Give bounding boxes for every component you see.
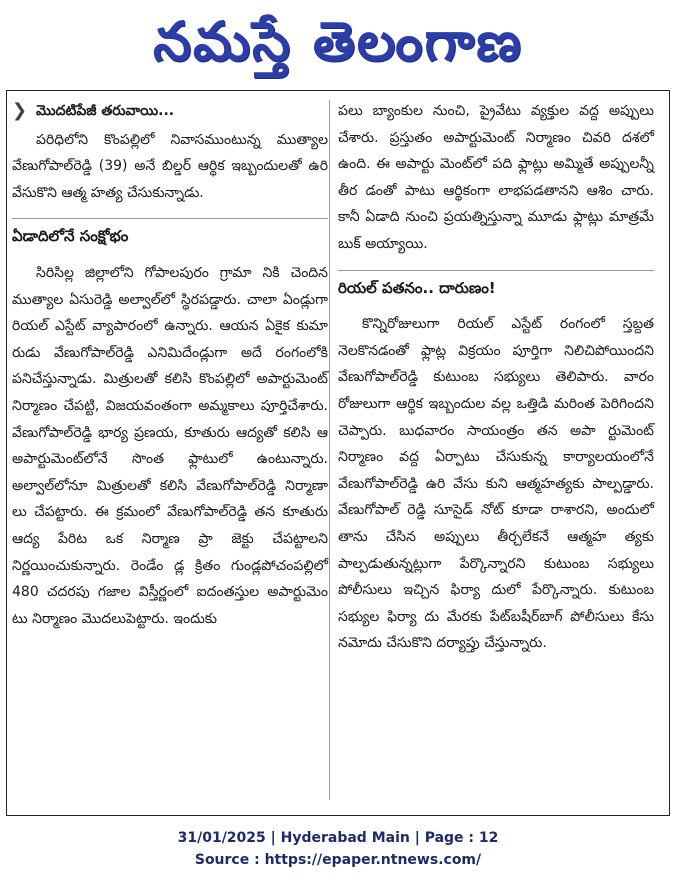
- article-paragraph-3: కొన్నిరోజులుగా రియల్ ఎస్టేట్ రంగంలో స్తబ్దత నెలకొనడంతో ఫ్లాట్ల విక్రయం పూర్తిగా నిలిచిపోయిందని వేణుగోపాల్‌రెడ్డి కుటుంబ సభ్యులు తెలిపారు. వారం రోజులుగా ఆర్థిక ఇబ్బందుల వల్ల ఒత్తిడి మరింత పెరిగిందని చెప్పారు. బుధవారం సాయంత్రం తన అపా ర్టుమెంట్ నిర్మాణం వద్ద ఏర్పాటు చేసుకున్న కార్యాలయంలోనే వేణుగోపాల్‌రెడ్డి ఉరి వేసు కుని ఆత్మహత్యకు పాల్పడ్డారు. వేణుగోపాల్ రెడ్డి సూసైడ్ నోట్ కూడా రాశారని, అందులో తాను చేసిన అప్పులు తీర్చలేకనే ఆత్మహ త్యకు పాల్పడుతున్నట్లుగా పేర్కొన్నారని కుటుంబ సభ్యులు పోలీసులు ఇచ్చిన ఫిర్యా దులో పేర్కొన్నారు. కుటుంబ సభ్యుల ఫిర్యా దు మేరకు పేట్‌బషీర్‌బాగ్ పోలీసులు కేసు నమోదు చేసుకొని దర్యాప్తు చేస్తున్నారు.: [338, 316, 654, 652]
- subheading-real-estate-fall: రియల్ పతనం.. దారుణం!: [338, 270, 654, 302]
- article-column-right: [338, 98, 654, 657]
- column-divider: [329, 100, 330, 800]
- footer-source: Source : https://epaper.ntnews.com/: [194, 852, 482, 868]
- article-paragraph-2: పలు బ్యాంకుల నుంచి, ప్రైవేటు వ్యక్తుల వద్ద అప్పులు చేశారు. ప్రస్తుతం అపార్టుమెంట్ నిర్మాణం చివరి దశలో ఉంది. ఈ అపార్టు మెంట్‌లో పది ఫ్లాట్లు అమ్మితే అప్పులన్నీ తీర డంతో పాటు ఆర్థికంగా లాభపడతానని ఆశిం చారు. కానీ ఏడాది నుంచి ప్రయత్నిస్తున్నా మూడు ఫ్లాట్లు మాత్రమే బుక్ అయ్యాయి.: [338, 103, 654, 252]
- article-paragraph-1: సిరిసిల్ల జిల్లాలోని గోపాలపురం గ్రామా నికి చెందిన ముత్యాల ఏసురెడ్డి అల్వాల్‌లో స్థిరపడ్డారు. చాలా ఏండ్లుగా రియల్ ఎస్టేట్ వ్యాపారంలో ఉన్నారు. ఆయన ఏకైక కుమా రుడు వేణుగోపాల్‌రెడ్డి ఎనిమిదేండ్లుగా అదే రంగంలోకి పనిచేస్తున్నాడు. మిత్రులతో కలిసి కొంపల్లిలో అపార్టుమెంట్ నిర్మాణం చేపట్టి, విజయవంతంగా అమ్మకాలు పూర్తిచేశారు. వేణుగోపాల్‌రెడ్డి భార్య ప్రణయ, కూతురు ఆద్యతో కలిసి ఆ అపార్టుమెంట్‌లోనే సొంత ఫ్లాటులో ఉంటున్నారు. అల్వాల్‌లోనూ మిత్రులతో కలిసి వేణుగోపాల్‌రెడ్డి నిర్మాణా లు చేపట్టారు. ఈ క్రమంలో వేణుగోపాల్‌రెడ్డి తన కూతురు ఆద్య పేరిట ఒక నిర్మాణ ప్రా జెక్టు చేపట్టాలని నిర్ణయించుకున్నారు. రెండేం డ్ల క్రితం గుండ్లపోచంపల్లిలో 480 చదరపు గజాల విస్తీర్ణంలో ఐదంతస్తుల అపార్టుమెం టు నిర్మాణం మొదలుపెట్టారు. ఇందుకు: [12, 264, 328, 627]
- footer-dateline: 31/01/2025 | Hyderabad Main | Page : 12: [177, 830, 499, 846]
- subheading-crisis: ఏడాదిలోనే సంక్షోభం: [12, 218, 328, 250]
- continued-text: మొదటిపేజీ తరువాయి...: [36, 103, 175, 119]
- article-intro: పరిధిలోని కొంపల్లిలో నివాసముంటున్న ముత్యాల వేణుగోపాల్‌రెడ్డి (39) అనే బిల్డర్ ఆర్థిక ఇబ్బందులతో ఉరి వేసుకొని ఆత్మ హత్య చేసుకున్నాడు.: [12, 131, 328, 201]
- newspaper-logo: నమస్తే తెలంగాణ: [153, 10, 523, 73]
- article-column-left: [12, 98, 328, 632]
- continued-label: [12, 98, 328, 125]
- chevron-right-icon: ❯: [12, 100, 28, 121]
- masthead: [0, 0, 676, 86]
